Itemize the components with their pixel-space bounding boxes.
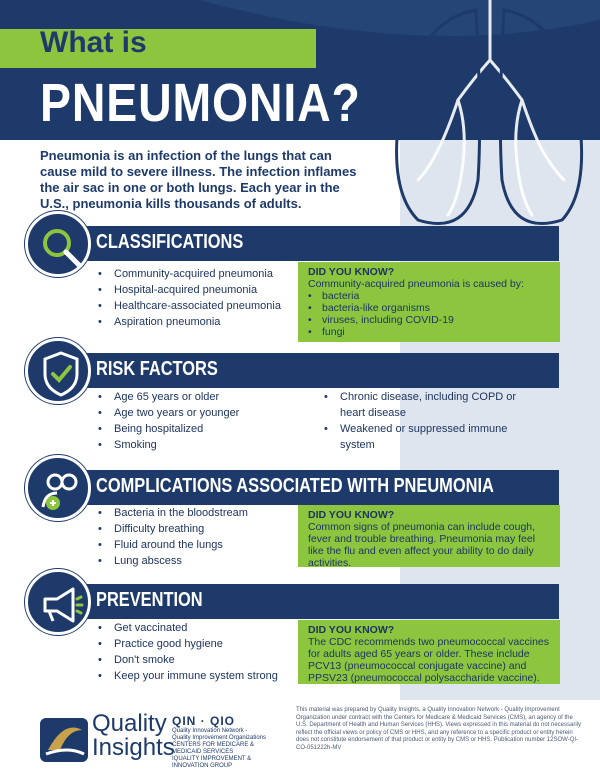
risk-factors-list-right (322, 389, 522, 453)
risk-factors-title: RISK FACTORS (96, 358, 218, 380)
list-item: • Fluid around the lungs (96, 537, 248, 553)
list-item: • Age 65 years or older (96, 389, 239, 405)
qin-sub1: Quality Innovation Network - (172, 728, 248, 734)
list-item: • Weakened or suppressed immune system (322, 421, 522, 453)
list-item: • Being hospitalized (96, 421, 239, 437)
list-item: • Difficulty breathing (96, 521, 248, 537)
list-item: • Chronic disease, including COPD or heart disease (322, 389, 522, 421)
dyk-title: DID YOU KNOW? (308, 624, 395, 636)
logo-line1: Quality (92, 710, 167, 737)
page-title: PNEUMONIA? (40, 73, 361, 133)
people-medical-icon (35, 465, 87, 517)
qin-qio-block (172, 715, 282, 770)
dyk-item: • bacteria-like organisms (308, 302, 550, 314)
dyk-item: • bacteria (308, 290, 550, 302)
list-item: • Smoking (96, 437, 239, 453)
intro-paragraph: Pneumonia is an infection of the lungs that can cause mild to severe illness. The infection inflames the air sac in one or both lungs. Each year in the U.S., pneumonia kills thousands of adults. (40, 148, 357, 211)
list-item: • Bacteria in the bloodstream (96, 505, 248, 521)
list-item: • Aspiration pneumonia (96, 314, 281, 330)
list-item: • Practice good hygiene (96, 636, 278, 652)
classifications-badge (25, 211, 91, 277)
complications-did-you-know (298, 505, 560, 567)
disclaimer-text: This material was prepared by Quality Insights, a Quality Innovation Network - Quality Improvement Organization under contract with the Centers for Medicare & Medicaid Services (CMS), an agency of the U.S. Department of Health and Human Services (HHS). Views expressed in this material do not necessarily reflect the official views or policy of CMS or HHS, and any reference to a specific product or entity herein does not constitute endorsement of that product or entity by CMS or HHS. Publication number 12SOW-QI-CO-051222h-MV (296, 707, 582, 751)
classifications-list (96, 266, 281, 330)
logo-line2: Insights (92, 734, 175, 761)
risk-factors-badge (25, 338, 91, 404)
qin-sub4: IQUALITY IMPROVEMENT & INNOVATION GROUP (172, 756, 252, 769)
quality-insights-logo (92, 712, 175, 760)
prevention-badge (25, 569, 91, 635)
list-item: • Get vaccinated (96, 620, 278, 636)
title-what-is: What is (40, 26, 147, 59)
prevention-did-you-know (298, 620, 560, 684)
dyk-item: • fungi (308, 326, 550, 338)
risk-factors-list-left (96, 389, 239, 453)
dyk-text: Community-acquired pneumonia is caused by: (308, 278, 524, 290)
classifications-did-you-know (298, 262, 560, 342)
dyk-title: DID YOU KNOW? (308, 266, 395, 278)
quality-insights-logo-icon (38, 716, 90, 764)
list-item: • Don't smoke (96, 652, 278, 668)
complications-badge (25, 455, 91, 521)
dyk-title: DID YOU KNOW? (308, 509, 395, 521)
shield-check-icon (35, 348, 87, 400)
classifications-title: CLASSIFICATIONS (96, 231, 244, 253)
dyk-text: Common signs of pneumonia can include cough, fever and trouble breathing. Pneumonia may feel like the flu and even affect your ability to do daily activities. (308, 521, 536, 569)
list-item: • Age two years or younger (96, 405, 239, 421)
list-item: • Healthcare-associated pneumonia (96, 298, 281, 314)
list-item: • Lung abscess (96, 553, 248, 569)
list-item: • Community-acquired pneumonia (96, 266, 281, 282)
list-item: • Hospital-acquired pneumonia (96, 282, 281, 298)
qin-qio-label: QIN · QIO (172, 714, 235, 728)
dyk-text: The CDC recommends two pneumococcal vaccines for adults aged 65 years or older. These include PCV13 (pneumococcal conjugate vaccine) and PPSV23 (pneumococcal polysaccharide vaccine). (308, 636, 550, 684)
complications-title: COMPLICATIONS ASSOCIATED WITH PNEUMONIA (96, 475, 494, 497)
lungs-illustration (378, 0, 600, 240)
magnifier-icon (35, 221, 87, 273)
megaphone-icon (35, 579, 87, 631)
qin-sub2: Quality Improvement Organizations (172, 735, 267, 741)
complications-list (96, 505, 248, 569)
qin-sub3: CENTERS FOR MEDICARE & MEDICAID SERVICES (172, 742, 255, 755)
prevention-title: PREVENTION (96, 589, 203, 611)
prevention-list (96, 620, 278, 684)
dyk-item: • viruses, including COVID-19 (308, 314, 550, 326)
list-item: • Keep your immune system strong (96, 668, 278, 684)
